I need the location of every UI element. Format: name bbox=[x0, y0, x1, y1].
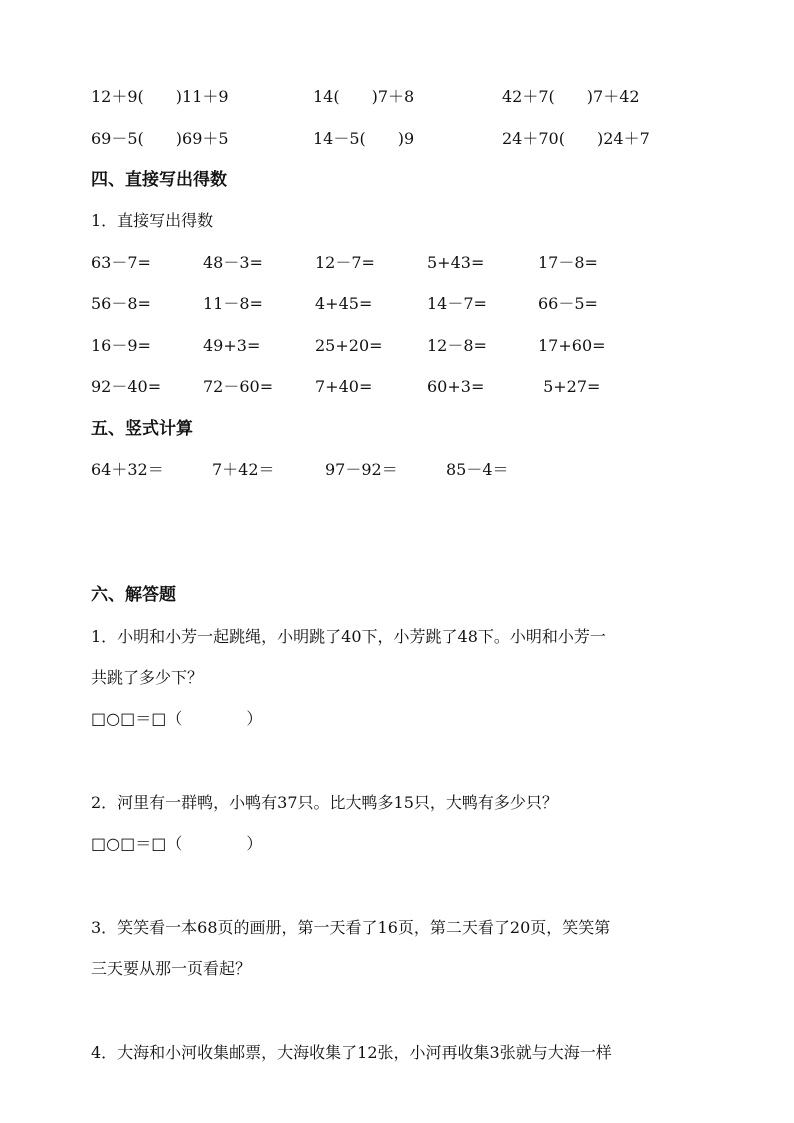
compare-item: 14－5( )9 bbox=[313, 129, 415, 148]
question-1-line-2: 共跳了多少下？ bbox=[91, 668, 204, 687]
arithmetic-item: 11－8= bbox=[203, 294, 263, 313]
vertical-calc-item: 7＋42＝ bbox=[212, 460, 275, 479]
arithmetic-item: 4+45= bbox=[315, 294, 373, 313]
vertical-calc-item: 97－92＝ bbox=[325, 460, 398, 479]
question-2-answer-template: □○□＝□（ ） bbox=[91, 834, 263, 853]
section-heading: 四、直接写出得数 bbox=[91, 170, 227, 190]
compare-item: 42＋7( )7＋42 bbox=[502, 87, 640, 106]
question-1-line-1: 1．小明和小芳一起跳绳，小明跳了40下，小芳跳了48下。小明和小芳一 bbox=[91, 627, 606, 646]
question-4-line-1: 4．大海和小河收集邮票，大海收集了12张，小河再收集3张就与大海一样 bbox=[91, 1043, 612, 1062]
arithmetic-item: 17－8= bbox=[538, 253, 598, 272]
arithmetic-item: 14－7= bbox=[427, 294, 487, 313]
arithmetic-item: 72－60= bbox=[203, 377, 274, 396]
arithmetic-item: 60+3= bbox=[427, 377, 485, 396]
arithmetic-item: 12－7= bbox=[315, 253, 375, 272]
compare-item: 12＋9( )11＋9 bbox=[91, 87, 229, 106]
section-heading: 五、竖式计算 bbox=[91, 419, 193, 439]
arithmetic-item: 5+27= bbox=[538, 377, 601, 396]
arithmetic-item: 5+43= bbox=[427, 253, 485, 272]
arithmetic-item: 66－5= bbox=[538, 294, 598, 313]
question-1-answer-template: □○□＝□（ ） bbox=[91, 709, 263, 728]
arithmetic-item: 92－40= bbox=[91, 377, 162, 396]
arithmetic-item: 7+40= bbox=[315, 377, 373, 396]
arithmetic-item: 49+3= bbox=[203, 336, 261, 355]
arithmetic-item: 12－8= bbox=[427, 336, 487, 355]
compare-item: 14( )7＋8 bbox=[313, 87, 415, 106]
compare-item: 24＋70( )24＋7 bbox=[502, 129, 650, 148]
arithmetic-item: 56－8= bbox=[91, 294, 151, 313]
section-heading: 六、解答题 bbox=[91, 585, 176, 605]
arithmetic-item: 25+20= bbox=[315, 336, 383, 355]
compare-item: 69－5( )69＋5 bbox=[91, 129, 229, 148]
arithmetic-item: 48－3= bbox=[203, 253, 263, 272]
vertical-calc-item: 64＋32＝ bbox=[91, 460, 164, 479]
vertical-calc-item: 85－4＝ bbox=[446, 460, 509, 479]
question-3-line-2: 三天要从那一页看起？ bbox=[91, 959, 252, 978]
question-3-line-1: 3．笑笑看一本68页的画册，第一天看了16页，第二天看了20页，笑笑第 bbox=[91, 918, 611, 937]
subsection-heading: 1．直接写出得数 bbox=[91, 211, 214, 230]
question-2-line-1: 2．河里有一群鸭，小鸭有37只。比大鸭多15只，大鸭有多少只？ bbox=[91, 793, 558, 812]
arithmetic-item: 63－7= bbox=[91, 253, 151, 272]
arithmetic-item: 16－9= bbox=[91, 336, 151, 355]
arithmetic-item: 17+60= bbox=[538, 336, 606, 355]
